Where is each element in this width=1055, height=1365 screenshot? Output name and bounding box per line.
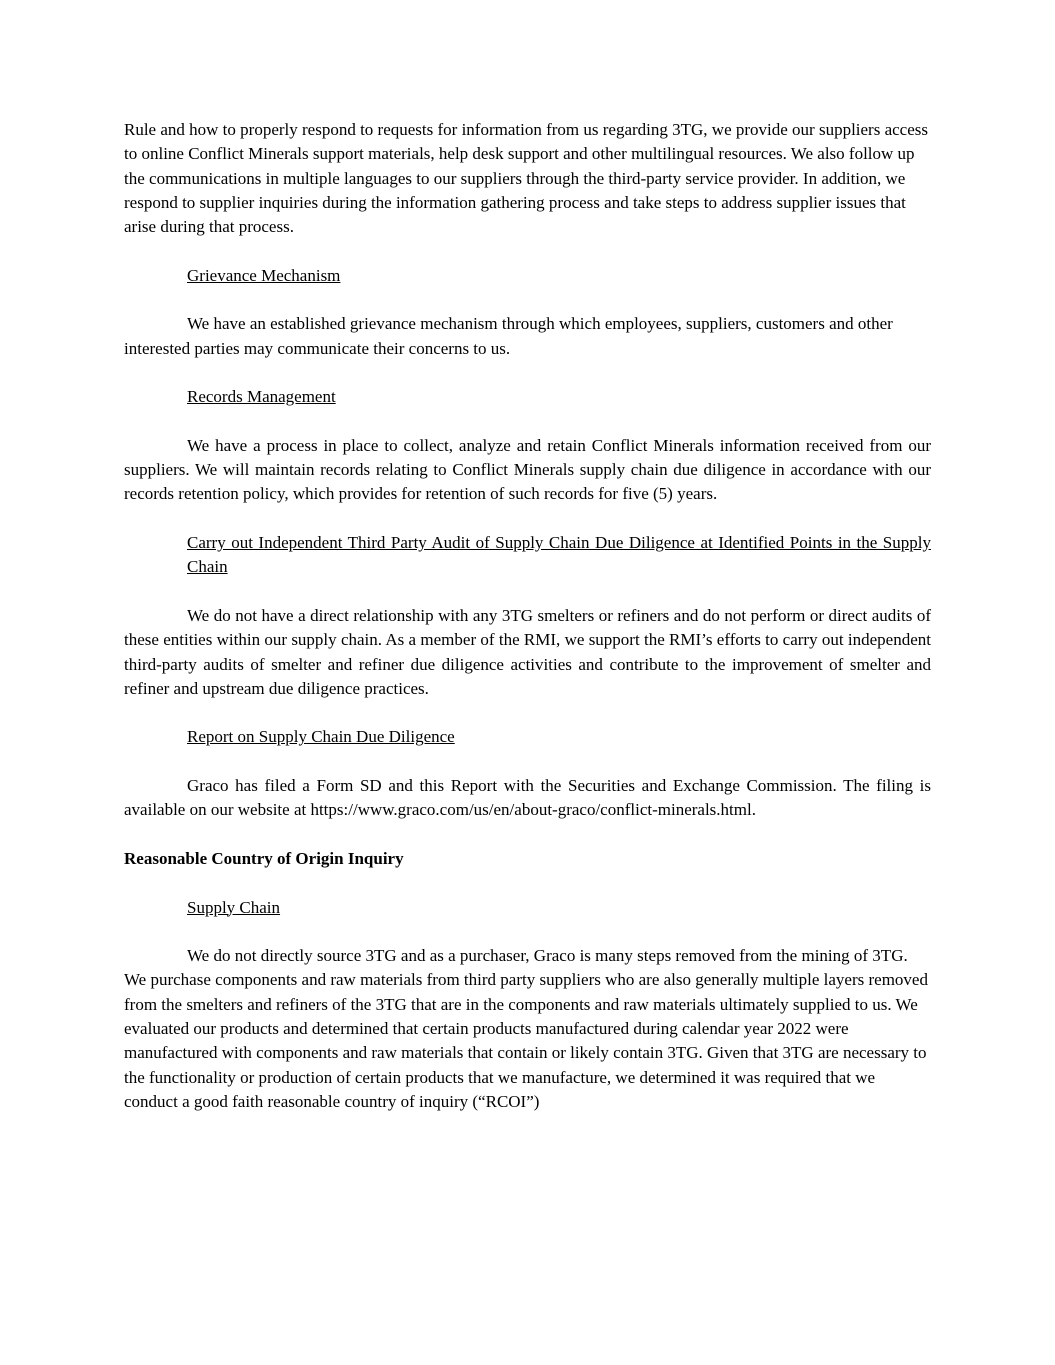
paragraph-grievance-mechanism: We have an established grievance mechanism through which employees, suppliers, customers and other interested parties may communicate their concerns to us. bbox=[124, 314, 893, 358]
paragraph-supply-chain: We do not directly source 3TG and as a purchaser, Graco is many steps removed from the mining of 3TG. We purchase components and raw materials from third party suppliers who are also generally multiple layers removed from the smelters and refiners of the 3TG that are in the components and raw materials ultimately supplied to us. We evaluated our products and determined that certain products manufactured during calendar year 2022 were manufactured with components and raw materials that contain or likely contain 3TG. Given that 3TG are necessary to the functionality or production of certain products that we manufacture, we determined it was required that we conduct a good faith reasonable country of inquiry (“RCOI”) bbox=[124, 946, 928, 1111]
heading-third-party-audit: Carry out Independent Third Party Audit of Supply Chain Due Diligence at Identified Points in the Supply Chain bbox=[187, 533, 931, 577]
paragraph-third-party-audit: We do not have a direct relationship with any 3TG smelters or refiners and do not perform or direct audits of these entities within our supply chain. As a member of the RMI, we support the RMI’s efforts to carry out independent third-party audits of smelter and refiner due diligence activities and contribute to the improvement of smelter and refiner and upstream due diligence practices. bbox=[124, 605, 931, 698]
heading-report-on-due-diligence: Report on Supply Chain Due Diligence bbox=[187, 727, 455, 747]
paragraph-records-management: We have a process in place to collect, analyze and retain Conflict Minerals information received from our suppliers. We will maintain records relating to Conflict Minerals supply chain due diligence in accordance with our records retention policy, which provides for retention of such records for five (5) years. bbox=[124, 435, 931, 504]
paragraph-report-on-due-diligence: Graco has filed a Form SD and this Report with the Securities and Exchange Commission. The filing is available on our website at https://www.graco.com/us/en/about-graco/conflict-minerals.html. bbox=[124, 776, 931, 820]
heading-grievance-mechanism: Grievance Mechanism bbox=[187, 265, 341, 285]
heading-reasonable-country-of-origin-inquiry: Reasonable Country of Origin Inquiry bbox=[124, 848, 404, 868]
paragraph-supplier-communications: Rule and how to properly respond to requests for information from us regarding 3TG, we provide our suppliers access to online Conflict Minerals support materials, help desk support and other multilingual resources. We also follow up the communications in multiple languages to our suppliers through the third-party service provider. In addition, we respond to supplier inquiries during the information gathering process and take steps to address supplier issues that arise during that process. bbox=[124, 120, 928, 237]
heading-supply-chain: Supply Chain bbox=[187, 897, 281, 917]
heading-records-management: Records Management bbox=[187, 387, 336, 407]
